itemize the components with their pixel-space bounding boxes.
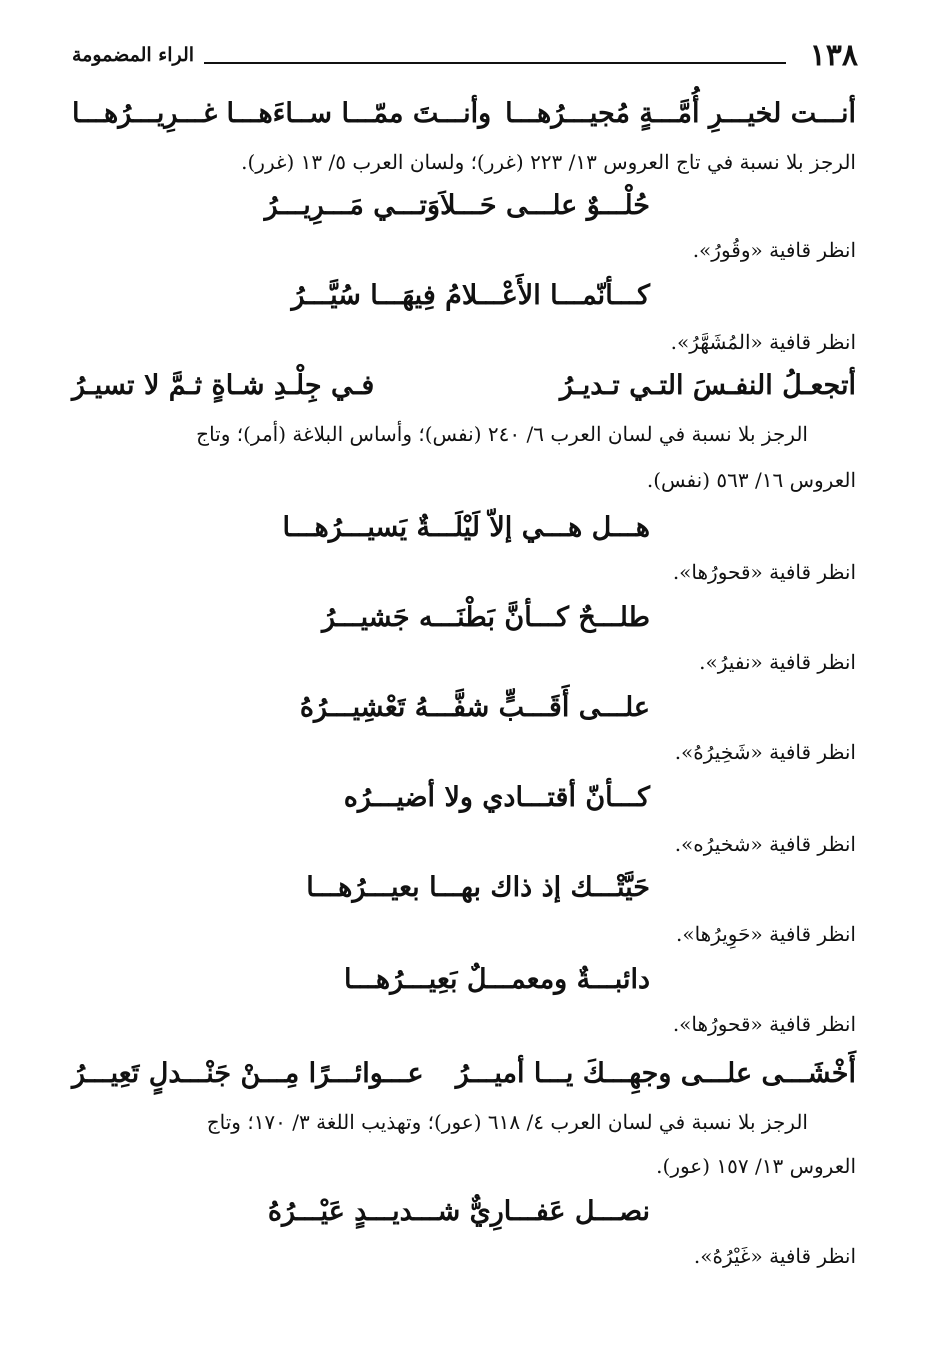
verse-couplet: [72, 1058, 856, 1094]
verse-line: علـــى أَقَـــبٍّ شفَّـــهُ تَعْشِيـــرُهُ: [299, 692, 650, 723]
verse-line: كـــأنّ أقتـــادي ولا أضيـــرُه: [343, 782, 650, 813]
citation-note-continued: العروس ١٦/ ٥٦٣ (نفس).: [646, 468, 856, 492]
verse-line: هـــل هـــي إلاّ لَيْلَـــةٌ يَسيـــرُهـــا: [282, 512, 650, 543]
verse-line: دائبـــةٌ ومعمـــلٌ بَعِيـــرُهـــا: [343, 964, 650, 995]
cross-reference-note: انظر قافية «قحورُها».: [672, 560, 856, 584]
page-header: [72, 38, 858, 78]
page-number: ١٣٨: [809, 38, 858, 73]
verse-second-hemistich: وأنـــتَ ممّـــا ســاءَهـــا غـــرِيـــرُهـــا: [72, 98, 492, 129]
cross-reference-note: انظر قافية «وقُورُ».: [692, 238, 856, 262]
verse-first-hemistich: أنـــت لخيـــرِ أُمَّـــةٍ مُجيـــرُهـــا: [505, 98, 856, 129]
citation-note: الرجز بلا نسبة في لسان العرب ٤/ ٦١٨ (عور)؛ وتهذيب اللغة ٣/ ١٧٠؛ وتاج: [206, 1110, 808, 1134]
citation-note: الرجز بلا نسبة في لسان العرب ٦/ ٢٤٠ (نفس)؛ وأساس البلاغة (أمر)؛ وتاج: [196, 422, 808, 446]
verse-second-hemistich: عـــوائـــرًا مِـــنْ جَنْـــدلٍ تَعِيـــرُ: [72, 1058, 424, 1089]
verse-line: نصـــل عَفـــارِيٌّ شـــديـــدٍ عَيْـــرُهُ: [267, 1196, 650, 1227]
cross-reference-note: انظر قافية «غَيْرُهُ».: [693, 1244, 856, 1268]
verse-first-hemistich: أتجعـلُ النفـسَ التـي تـديـرُ: [559, 370, 856, 401]
verse-line: طلـــحٌ كـــأنَّ بَطْنَـــه جَشيـــرُ: [322, 602, 650, 633]
verse-line: حُلْـــوٌ علـــى حَـــلاَوَتـــي مَـــرِيـــرُ: [264, 190, 650, 221]
cross-reference-note: انظر قافية «قحورُها».: [672, 1012, 856, 1036]
verse-line: حَيَّتْـــك إذ ذاك بهـــا بعيـــرُهـــا: [306, 872, 650, 903]
citation-note: الرجز بلا نسبة في تاج العروس ١٣/ ٢٢٣ (غرر)؛ ولسان العرب ٥/ ١٣ (غرر).: [241, 150, 856, 174]
cross-reference-note: انظر قافية «شَخِيرُهُ».: [674, 740, 856, 764]
verse-line: كـــأنّمـــا الأَعْـــلامُ فِيهَـــا سُيَّـــرُ: [291, 280, 650, 311]
cross-reference-note: انظر قافية «حَوِيرُها».: [675, 922, 856, 946]
header-rule: [204, 62, 786, 64]
verse-second-hemistich: فـي جِلْـدِ شـاةٍ ثـمَّ لا تسيـرُ: [72, 370, 375, 401]
verse-couplet: [72, 98, 856, 134]
cross-reference-note: انظر قافية «نفيرُ».: [699, 650, 856, 674]
citation-note-continued: العروس ١٣/ ١٥٧ (عور).: [656, 1154, 856, 1178]
running-title: الراء المضمومة: [72, 44, 195, 66]
cross-reference-note: انظر قافية «شخيرُه».: [674, 832, 856, 856]
verse-couplet: [72, 370, 856, 406]
cross-reference-note: انظر قافية «المُشَهَّرُ».: [670, 330, 856, 354]
verse-first-hemistich: أَخْشَـــى علـــى وجهِـــكَ يـــا أميـــرُ: [455, 1058, 856, 1089]
